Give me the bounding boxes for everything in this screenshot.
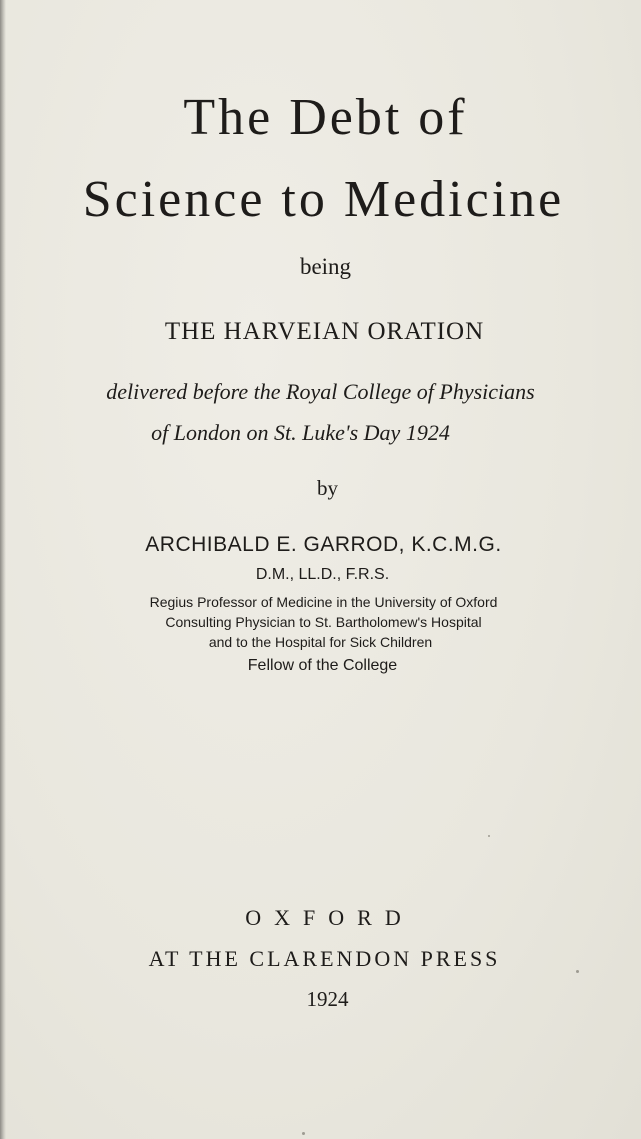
paper-speck [576, 970, 579, 973]
being-text: being [299, 254, 352, 279]
author-name: ARCHIBALD E. GARROD, K.C.M.G. [145, 533, 502, 556]
title-line-2: Science to Medicine [82, 171, 565, 228]
delivered-line-2: of London on St. Luke's Day 1924 [151, 420, 450, 445]
imprint-press: AT THE CLARENDON PRESS [148, 946, 501, 971]
imprint-year: 1924 [306, 987, 349, 1011]
oration-heading: THE HARVEIAN ORATION [164, 318, 485, 345]
author-credential-3: and to the Hospital for Sick Children [208, 634, 433, 650]
paper-speck [488, 835, 490, 837]
author-credential-1: Regius Professor of Medicine in the University of Oxford [149, 594, 498, 610]
paper-speck [302, 1132, 305, 1135]
by-text: by [317, 476, 338, 500]
author-credential-2: Consulting Physician to St. Bartholomew's Hospital [165, 614, 482, 630]
imprint-city: OXFORD [245, 905, 414, 930]
author-fellow: Fellow of the College [247, 657, 398, 674]
author-degrees: D.M., LL.D., F.R.S. [255, 566, 390, 583]
title-line-1: The Debt of [183, 89, 468, 146]
delivered-line-1: delivered before the Royal College of Physicians [106, 379, 535, 404]
